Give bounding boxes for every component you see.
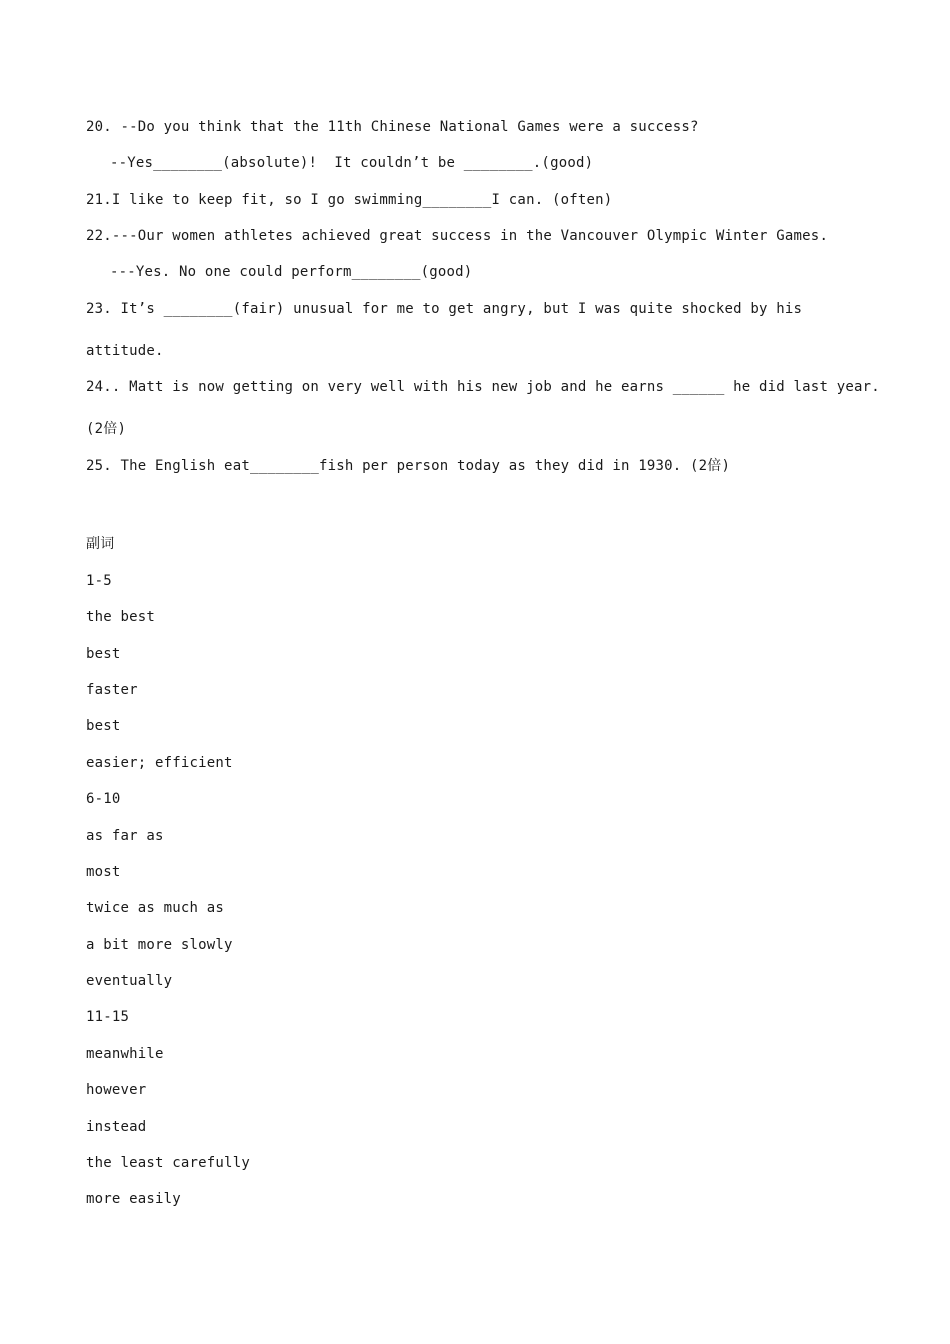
answer-item: the best: [86, 609, 156, 625]
question-24-line1: 24.. Matt is now getting on very well with his new job and he earns ______ he did last year.: [86, 379, 880, 395]
question-20-prompt: 20. --Do you think that the 11th Chinese National Games were a success?: [86, 119, 699, 135]
answer-item: easier; efficient: [86, 755, 233, 771]
answer-item: however: [86, 1082, 147, 1098]
question-25: 25. The English eat________fish per person today as they did in 1930. (2倍): [86, 458, 731, 474]
answer-item: best: [86, 646, 121, 662]
answer-item: as far as: [86, 828, 164, 844]
question-21: 21.I like to keep fit, so I go swimming________I can. (often): [86, 192, 613, 208]
answer-section-title: 副词: [86, 536, 115, 552]
answer-item: eventually: [86, 973, 173, 989]
answer-item: twice as much as: [86, 900, 225, 916]
answer-item: meanwhile: [86, 1046, 164, 1062]
answer-item: faster: [86, 682, 138, 698]
answer-item: the least carefully: [86, 1155, 250, 1171]
question-23-line1: 23. It’s ________(fair) unusual for me to get angry, but I was quite shocked by his: [86, 301, 803, 317]
answer-item: a bit more slowly: [86, 937, 233, 953]
answer-item: most: [86, 864, 121, 880]
answer-group-label: 11-15: [86, 1009, 130, 1025]
question-24-line2: (2倍): [86, 421, 127, 437]
answer-item: best: [86, 718, 121, 734]
answer-group-label: 6-10: [86, 791, 121, 807]
question-22-prompt: 22.---Our women athletes achieved great success in the Vancouver Olympic Winter Games.: [86, 228, 829, 244]
answer-item: more easily: [86, 1191, 181, 1207]
question-23-line2: attitude.: [86, 343, 164, 359]
question-20-response: --Yes________(absolute)! It couldn’t be ________.(good): [110, 155, 594, 171]
question-22-response: ---Yes. No one could perform________(good): [110, 264, 473, 280]
answer-item: instead: [86, 1119, 147, 1135]
answer-group-label: 1-5: [86, 573, 112, 589]
